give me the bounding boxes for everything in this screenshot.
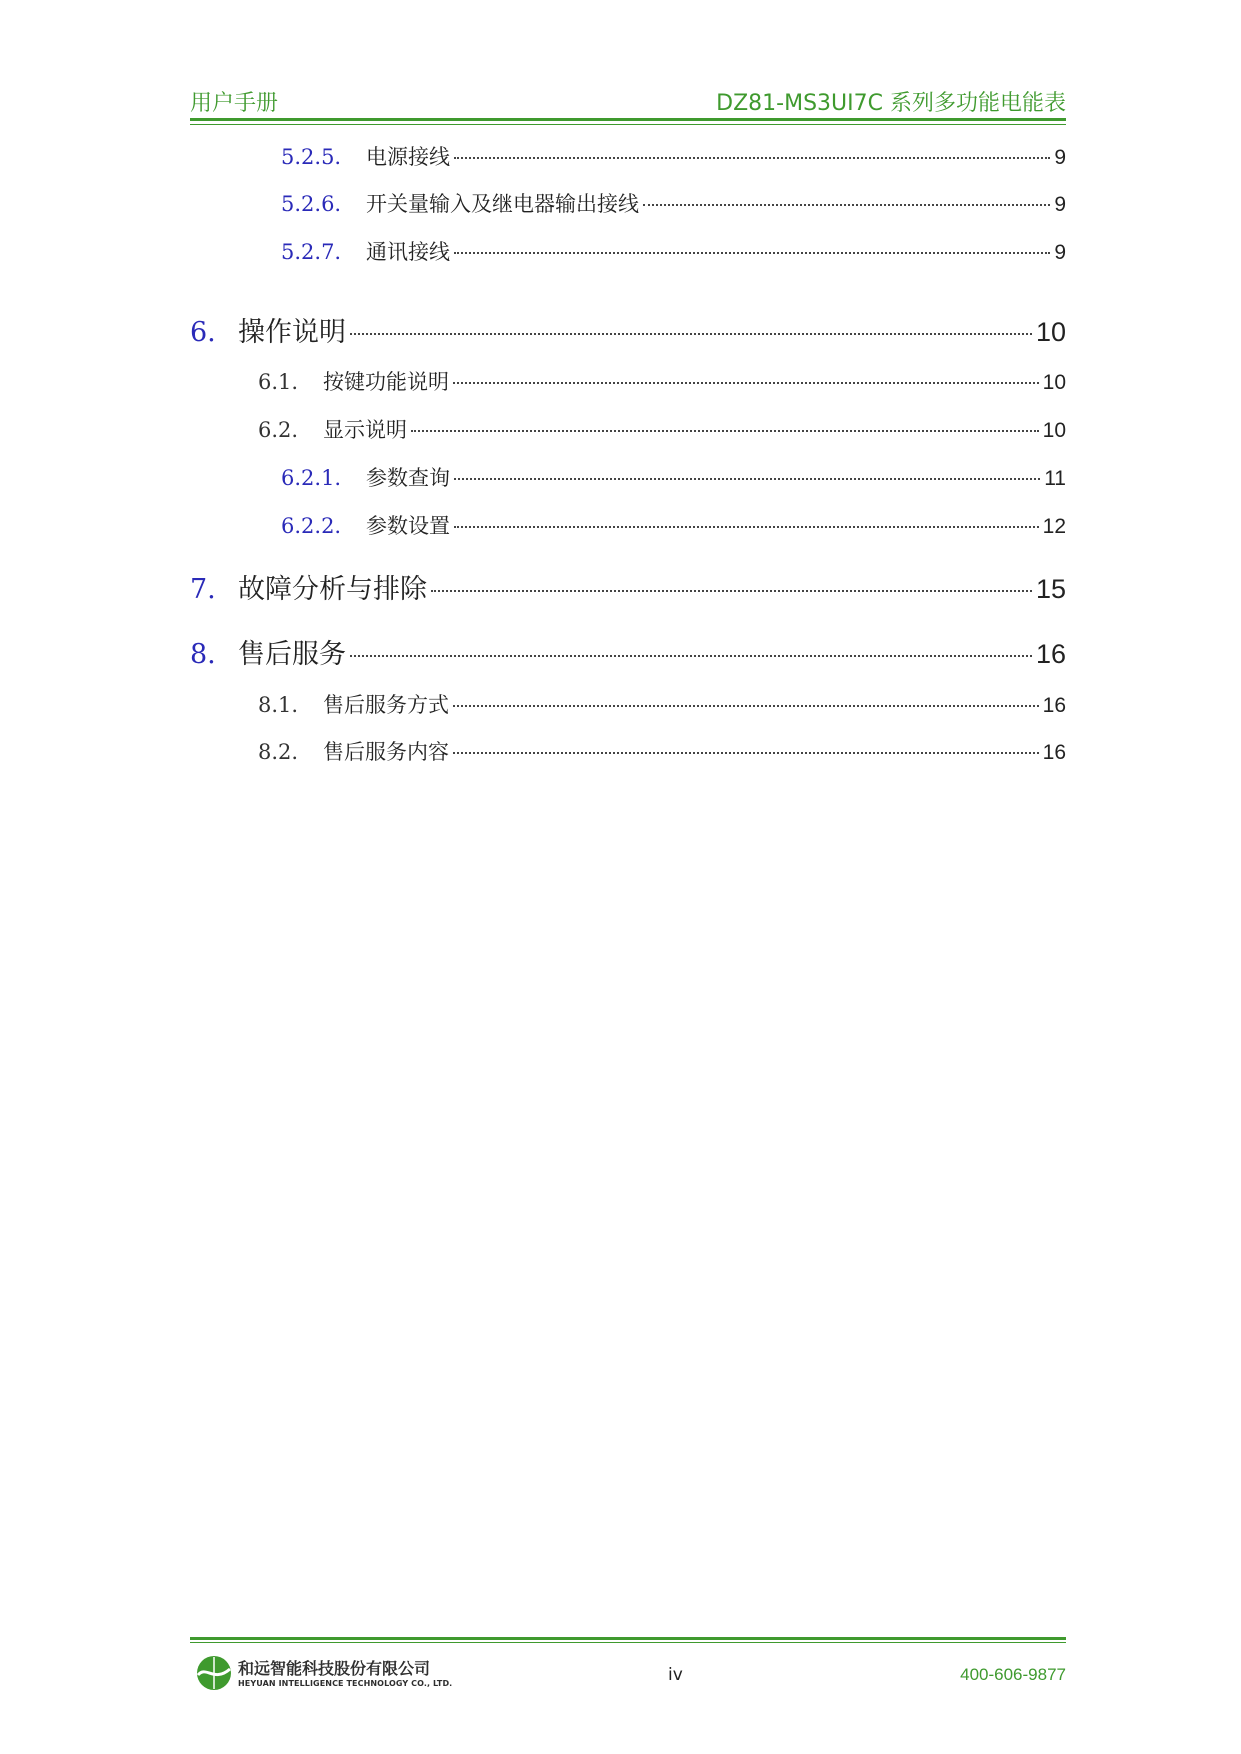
toc-page: 9 bbox=[1054, 241, 1066, 264]
company-name-cn: 和远智能科技股份有限公司 bbox=[238, 1659, 431, 1678]
toc-title: 故障分析与排除 bbox=[238, 574, 427, 605]
toc-leader bbox=[453, 382, 1039, 384]
toc-title: 售后服务方式 bbox=[323, 693, 449, 717]
toc-leader bbox=[454, 252, 1050, 254]
toc-title: 操作说明 bbox=[238, 317, 346, 348]
toc-leader bbox=[454, 157, 1050, 159]
toc-number: 5.2.5. bbox=[281, 145, 342, 169]
toc-title: 开关量输入及继电器输出接线 bbox=[366, 192, 639, 216]
toc-page: 9 bbox=[1054, 146, 1066, 169]
toc-page: 15 bbox=[1035, 574, 1066, 604]
toc-page: 11 bbox=[1044, 467, 1066, 490]
toc-page: 16 bbox=[1042, 694, 1066, 717]
toc-title: 售后服务 bbox=[238, 639, 346, 670]
toc-title: 按键功能说明 bbox=[323, 370, 449, 394]
toc-entry-5-2-6[interactable] bbox=[281, 188, 1066, 218]
toc-entry-6-2[interactable] bbox=[258, 414, 1066, 444]
toc-title: 参数设置 bbox=[366, 514, 450, 538]
toc-leader bbox=[350, 333, 1032, 335]
toc-entry-6-2-2[interactable] bbox=[281, 510, 1066, 540]
toc-number: 5.2.6. bbox=[281, 192, 342, 216]
toc-entry-8-2[interactable] bbox=[258, 736, 1066, 766]
header-divider bbox=[190, 118, 1066, 121]
toc-entry-6[interactable] bbox=[190, 310, 1066, 349]
toc-leader bbox=[431, 590, 1032, 592]
toc-title: 售后服务内容 bbox=[323, 740, 449, 764]
toc-leader bbox=[350, 655, 1032, 657]
toc-page: 9 bbox=[1054, 193, 1066, 216]
toc-number: 5.2.7. bbox=[281, 240, 342, 264]
toc-entry-7[interactable] bbox=[190, 567, 1066, 606]
toc-entry-6-2-1[interactable] bbox=[281, 462, 1066, 492]
toc-title: 显示说明 bbox=[323, 418, 407, 442]
toc-number: 7. bbox=[190, 574, 216, 605]
footer-divider-thin bbox=[190, 1642, 1066, 1643]
toc-leader bbox=[453, 752, 1039, 754]
header-doc-type: 用户手册 bbox=[190, 91, 279, 116]
toc-number: 8. bbox=[190, 639, 216, 670]
toc-page: 10 bbox=[1035, 317, 1066, 347]
toc-page: 16 bbox=[1035, 639, 1066, 669]
header-product-title: DZ81-MS3UI7C 系列多功能电能表 bbox=[716, 91, 1066, 116]
toc-title: 电源接线 bbox=[366, 145, 450, 169]
company-logo-icon bbox=[196, 1655, 232, 1691]
toc-number: 6.1. bbox=[258, 370, 299, 394]
toc-leader bbox=[411, 430, 1039, 432]
toc-number: 6. bbox=[190, 317, 216, 348]
toc-page: 10 bbox=[1042, 419, 1066, 442]
toc-title: 通讯接线 bbox=[366, 240, 450, 264]
toc-number: 8.2. bbox=[258, 740, 299, 764]
toc-page: 12 bbox=[1042, 515, 1066, 538]
toc-entry-5-2-5[interactable] bbox=[281, 141, 1066, 171]
footer-divider bbox=[190, 1637, 1066, 1640]
header-divider-thin bbox=[190, 124, 1066, 125]
toc-number: 6.2.2. bbox=[281, 514, 342, 538]
toc-number: 8.1. bbox=[258, 693, 299, 717]
toc-number: 6.2. bbox=[258, 418, 299, 442]
toc-title: 参数查询 bbox=[366, 466, 450, 490]
page-header bbox=[190, 86, 1066, 120]
company-name-en: HEYUAN INTELLIGENCE TECHNOLOGY CO., LTD. bbox=[238, 1679, 453, 1688]
toc-entry-8[interactable] bbox=[190, 632, 1066, 671]
toc-leader bbox=[643, 204, 1050, 206]
toc-leader bbox=[453, 705, 1039, 707]
toc-entry-6-1[interactable] bbox=[258, 366, 1066, 396]
toc-number: 6.2.1. bbox=[281, 466, 342, 490]
service-phone: 400-606-9877 bbox=[960, 1665, 1066, 1684]
toc-leader bbox=[454, 526, 1039, 528]
toc-page: 10 bbox=[1042, 371, 1066, 394]
toc-entry-8-1[interactable] bbox=[258, 689, 1066, 719]
toc-entry-5-2-7[interactable] bbox=[281, 236, 1066, 266]
page-number: iv bbox=[668, 1665, 683, 1685]
toc-leader bbox=[454, 478, 1040, 480]
toc-page: 16 bbox=[1042, 741, 1066, 764]
